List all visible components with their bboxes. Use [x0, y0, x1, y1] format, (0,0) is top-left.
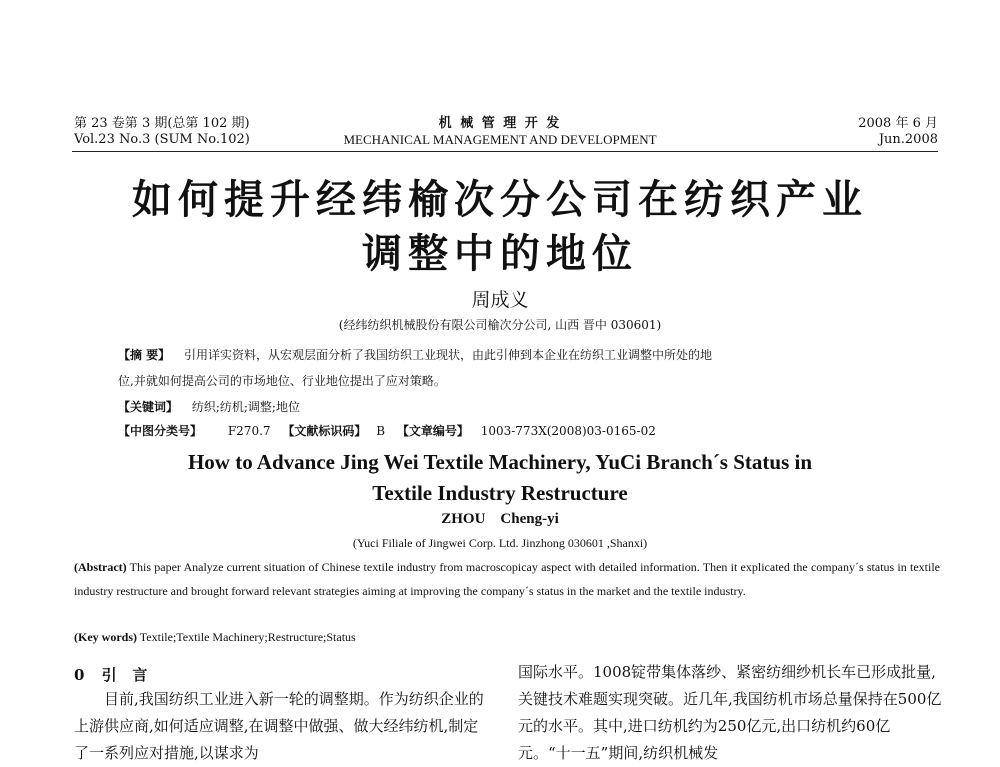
- abstract-en-text: This paper Analyze current situation of Chinese textile industry from macroscopicay aspect with detailed information. Then it explicated the company´s status in textile industry restructure and brought forward relevant strategies aiming at improving the company´s status in the market and the textile industry.: [74, 560, 940, 598]
- doc-code-value: B: [376, 424, 386, 438]
- keywords-cn-text: 纺织;纺机;调整;地位: [191, 400, 300, 414]
- article-no-value: 1003-773X(2008)03-0165-02: [480, 424, 656, 438]
- title-cn-line2: 调整中的地位: [362, 230, 638, 277]
- volume-cn: 第 23 卷第 3 期(总第 102 期): [74, 116, 250, 131]
- abstract-en-label: (Abstract): [74, 560, 127, 574]
- abstract-cn-label: 【摘 要】: [118, 348, 171, 362]
- body-column-left: [74, 686, 492, 767]
- affiliation-cn: (经纬纺织机械股份有限公司榆次分公司, 山西 晋中 030601): [338, 318, 662, 332]
- journal-date: [858, 116, 938, 148]
- volume-en: Vol.23 No.3 (SUM No.102): [74, 132, 250, 147]
- doc-code-label: 【文献标识码】: [282, 424, 367, 438]
- abstract-cn-line1: 引用详实资料，从宏观层面分析了我国纺织工业现状，由此引伸到本企业在纺织工业调整中所处的地: [184, 348, 713, 362]
- keywords-en: [74, 630, 356, 645]
- clc-value: F270.7: [227, 424, 271, 438]
- section-title: 引 言: [101, 666, 148, 684]
- author-cn: 周成义: [471, 289, 529, 311]
- author-en: ZHOU Cheng-yi: [441, 511, 559, 527]
- article-no-label: 【文章编号】: [396, 424, 469, 438]
- section-heading: [74, 664, 147, 685]
- journal-name: [0, 116, 1000, 148]
- journal-name-en: MECHANICAL MANAGEMENT AND DEVELOPMENT: [343, 132, 657, 147]
- date-en: Jun.2008: [878, 132, 938, 147]
- classification-line: [118, 422, 656, 439]
- title-cn-line1: 如何提升经纬榆次分公司在纺织产业: [132, 176, 868, 223]
- title-en-line1: How to Advance Jing Wei Textile Machinery, YuCi Branch´s Status in: [187, 450, 813, 474]
- section-number: 0: [74, 666, 85, 684]
- abstract-cn: [118, 346, 712, 363]
- body-column-right: [518, 659, 942, 767]
- abstract-cn-line2: 位,并就如何提高公司的市场地位、行业地位提出了应对策略。: [118, 374, 446, 388]
- clc-label: 【中图分类号】: [118, 424, 203, 438]
- body-paragraph-right: 国际水平。1008锭带集体落纱、紧密纺细纱机长车已形成批量,关键技术难题实现突破。近几年,我国纺机市场总量保持在500亿元的水平。其中,进口纺机约为250亿元,出口纺机约60亿元。“十一五”期间,纺织机械发: [518, 663, 942, 762]
- title-en-line2: Textile Industry Restructure: [372, 481, 628, 505]
- journal-name-cn: 机 械 管 理 开 发: [438, 116, 562, 131]
- keywords-cn-label: 【关键词】: [118, 400, 179, 414]
- header-rule: [72, 151, 938, 152]
- keywords-cn: [118, 398, 300, 415]
- date-cn: 2008 年 6 月: [858, 116, 938, 131]
- body-paragraph-left: 目前,我国纺织工业进入新一轮的调整期。作为纺织企业的上游供应商,如何适应调整,在调整中做强、做大经纬纺机,制定了一系列应对措施,以谋求为: [74, 690, 484, 762]
- keywords-en-label: (Key words): [74, 630, 137, 644]
- affiliation-en: (Yuci Filiale of Jingwei Corp. Ltd. Jinzhong 030601 ,Shanxi): [352, 536, 648, 550]
- abstract-en: [74, 555, 940, 603]
- keywords-en-text: Textile;Textile Machinery;Restructure;Status: [139, 630, 356, 644]
